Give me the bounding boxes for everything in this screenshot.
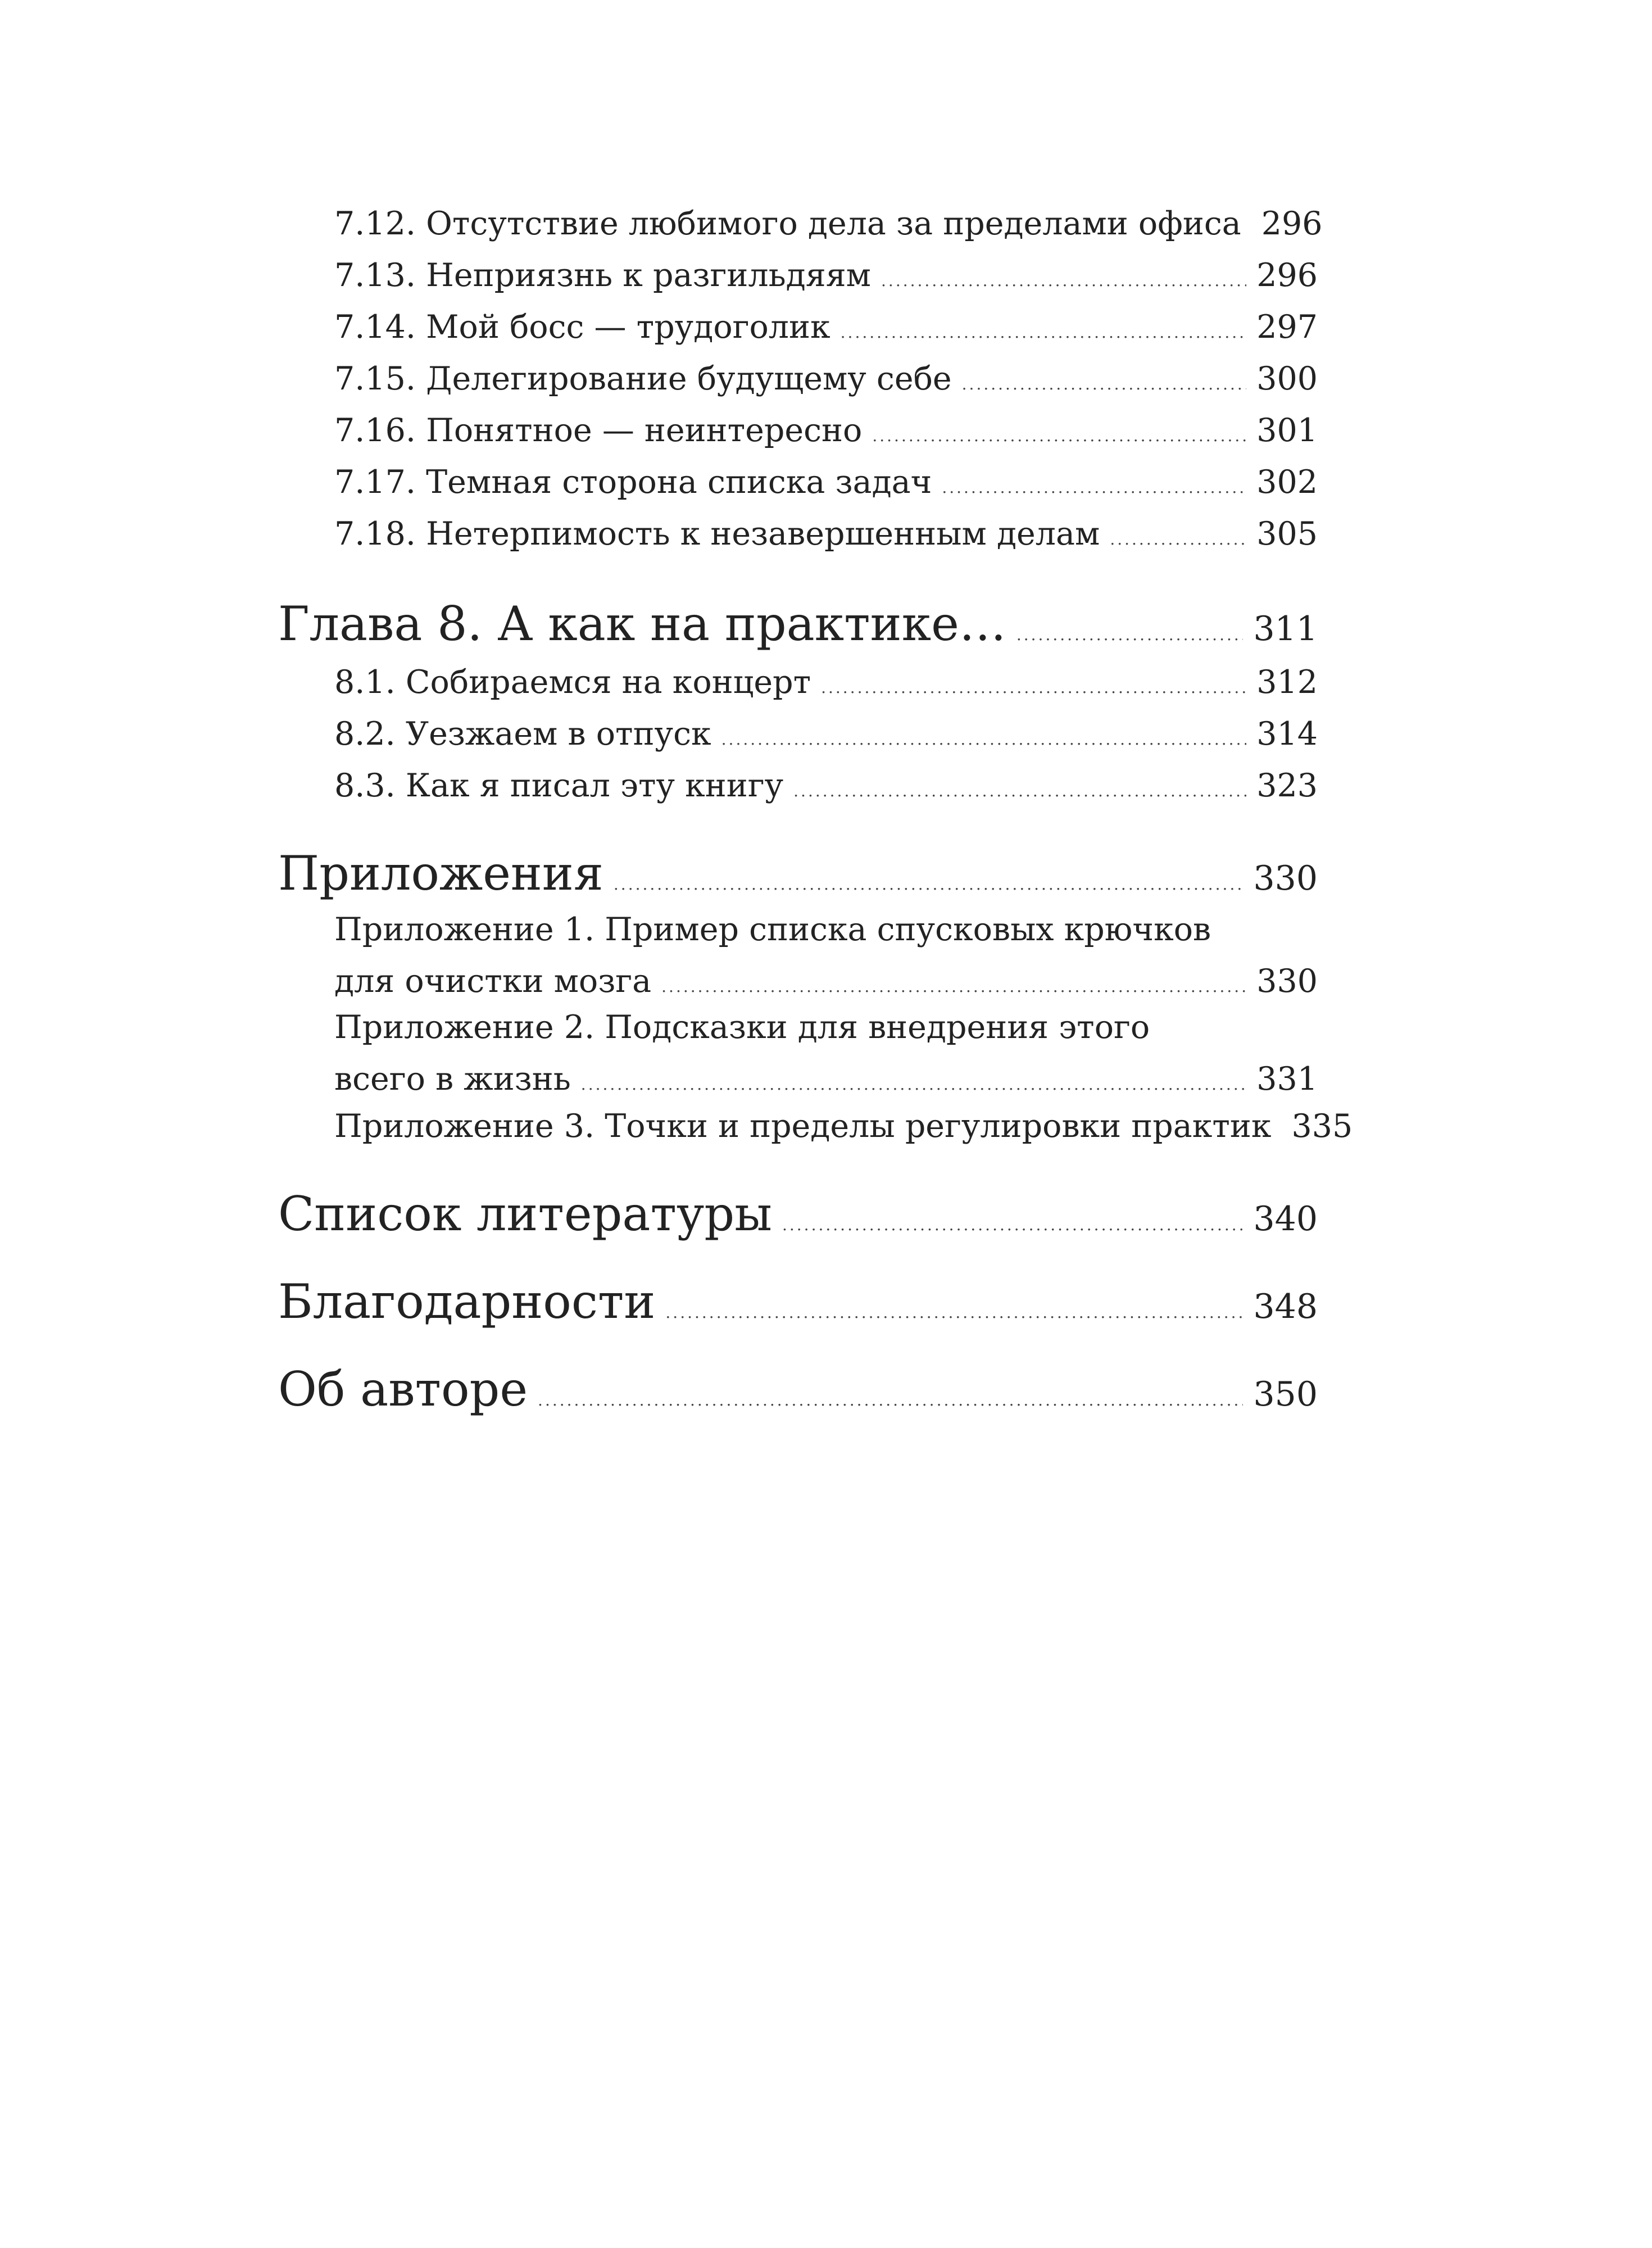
toc-entry-title-line2: для очистки мозга: [334, 963, 652, 1000]
toc-entry-8-3[interactable]: [334, 760, 1318, 817]
toc-page-number: 350: [1253, 1375, 1318, 1414]
toc-page-number: 335: [1291, 1108, 1353, 1145]
dot-leader: [538, 1367, 1243, 1434]
toc-page-number: 301: [1256, 412, 1318, 449]
toc-entry-title-line1: Приложение 1. Пример списка спусковых крючков: [334, 911, 1211, 948]
dot-leader: [665, 1279, 1243, 1347]
dot-leader: [721, 714, 1247, 765]
toc-entry-title: Приложение 3. Точки и пределы регулировки практик: [334, 1108, 1272, 1145]
toc-appendix-2[interactable]: [334, 1001, 1318, 1111]
toc-page-number: 300: [1256, 360, 1318, 397]
dot-leader: [1110, 514, 1246, 565]
toc-entry-title: 8.3. Как я писал эту книгу: [334, 767, 784, 804]
toc-entry-8-1[interactable]: [334, 656, 1318, 714]
toc-entry-title: 7.17. Темная сторона списка задач: [334, 464, 932, 501]
toc-entry-7-17[interactable]: [334, 456, 1318, 514]
toc-page-number: 296: [1256, 257, 1318, 294]
dot-leader: [872, 410, 1246, 462]
toc-entry-title: 7.13. Неприязнь к разгильдяям: [334, 257, 872, 294]
dot-leader: [793, 765, 1246, 817]
toc-page-number: 323: [1256, 767, 1318, 804]
toc-entry-title: 8.1. Собираемся на концерт: [334, 664, 811, 701]
toc-entry-title: 7.15. Делегирование будущему себе: [334, 360, 952, 397]
toc-page-number: 330: [1256, 963, 1318, 1000]
toc-entry-7-13[interactable]: [334, 250, 1318, 307]
toc-entry-7-14[interactable]: [334, 301, 1318, 359]
toc-appendix-1[interactable]: [334, 904, 1318, 1013]
toc-page-number: 297: [1256, 309, 1318, 346]
toc-entry-title-line2: всего в жизнь: [334, 1060, 571, 1098]
toc-entry-7-12[interactable]: [334, 198, 1323, 255]
toc-about-author[interactable]: [278, 1356, 1318, 1434]
toc-chapter-title: Благодарности: [278, 1274, 656, 1329]
toc-page-number: 305: [1256, 515, 1318, 552]
toc-entry-title: 7.16. Понятное — неинтересно: [334, 412, 863, 449]
toc-page-number: 302: [1256, 464, 1318, 501]
toc-page-number: 340: [1253, 1199, 1318, 1239]
toc-page-number: 330: [1253, 859, 1318, 898]
toc-page-number: 312: [1256, 664, 1318, 701]
toc-page-number: 296: [1261, 205, 1323, 242]
toc-page-number: 311: [1253, 609, 1318, 649]
toc-chapter-title: Об авторе: [278, 1362, 528, 1417]
toc-page-number: 331: [1256, 1060, 1318, 1098]
toc-entry-7-15[interactable]: [334, 353, 1318, 410]
toc-entry-7-16[interactable]: [334, 405, 1318, 462]
toc-page-number: 348: [1253, 1287, 1318, 1326]
toc-entry-title: 7.18. Нетерпимость к незавершенным делам: [334, 515, 1100, 552]
toc-appendix-3[interactable]: [334, 1100, 1353, 1158]
toc-chapter-title: Глава 8. А как на практике…: [278, 596, 1006, 651]
dot-leader: [881, 255, 1246, 307]
toc-acknowledgements[interactable]: [278, 1268, 1318, 1347]
toc-entry-title: 8.2. Уезжаем в отпуск: [334, 715, 711, 753]
dot-leader: [962, 359, 1247, 410]
dot-leader: [841, 307, 1247, 359]
toc-entry-7-18[interactable]: [334, 508, 1318, 565]
dot-leader: [782, 1191, 1243, 1259]
toc-entry-title: 7.12. Отсутствие любимого дела за пределами офиса: [334, 205, 1241, 242]
toc-chapter-title: Список литературы: [278, 1186, 772, 1241]
toc-page-number: 314: [1256, 715, 1318, 753]
toc-entry-title-line1: Приложение 2. Подсказки для внедрения этого: [334, 1009, 1150, 1046]
dot-leader: [821, 662, 1246, 714]
toc-entry-8-2[interactable]: [334, 708, 1318, 765]
dot-leader: [942, 462, 1246, 514]
toc-entry-title: 7.14. Мой босс — трудоголик: [334, 309, 830, 346]
toc-bibliography[interactable]: [278, 1180, 1318, 1259]
toc-chapter-title: Приложения: [278, 846, 603, 901]
